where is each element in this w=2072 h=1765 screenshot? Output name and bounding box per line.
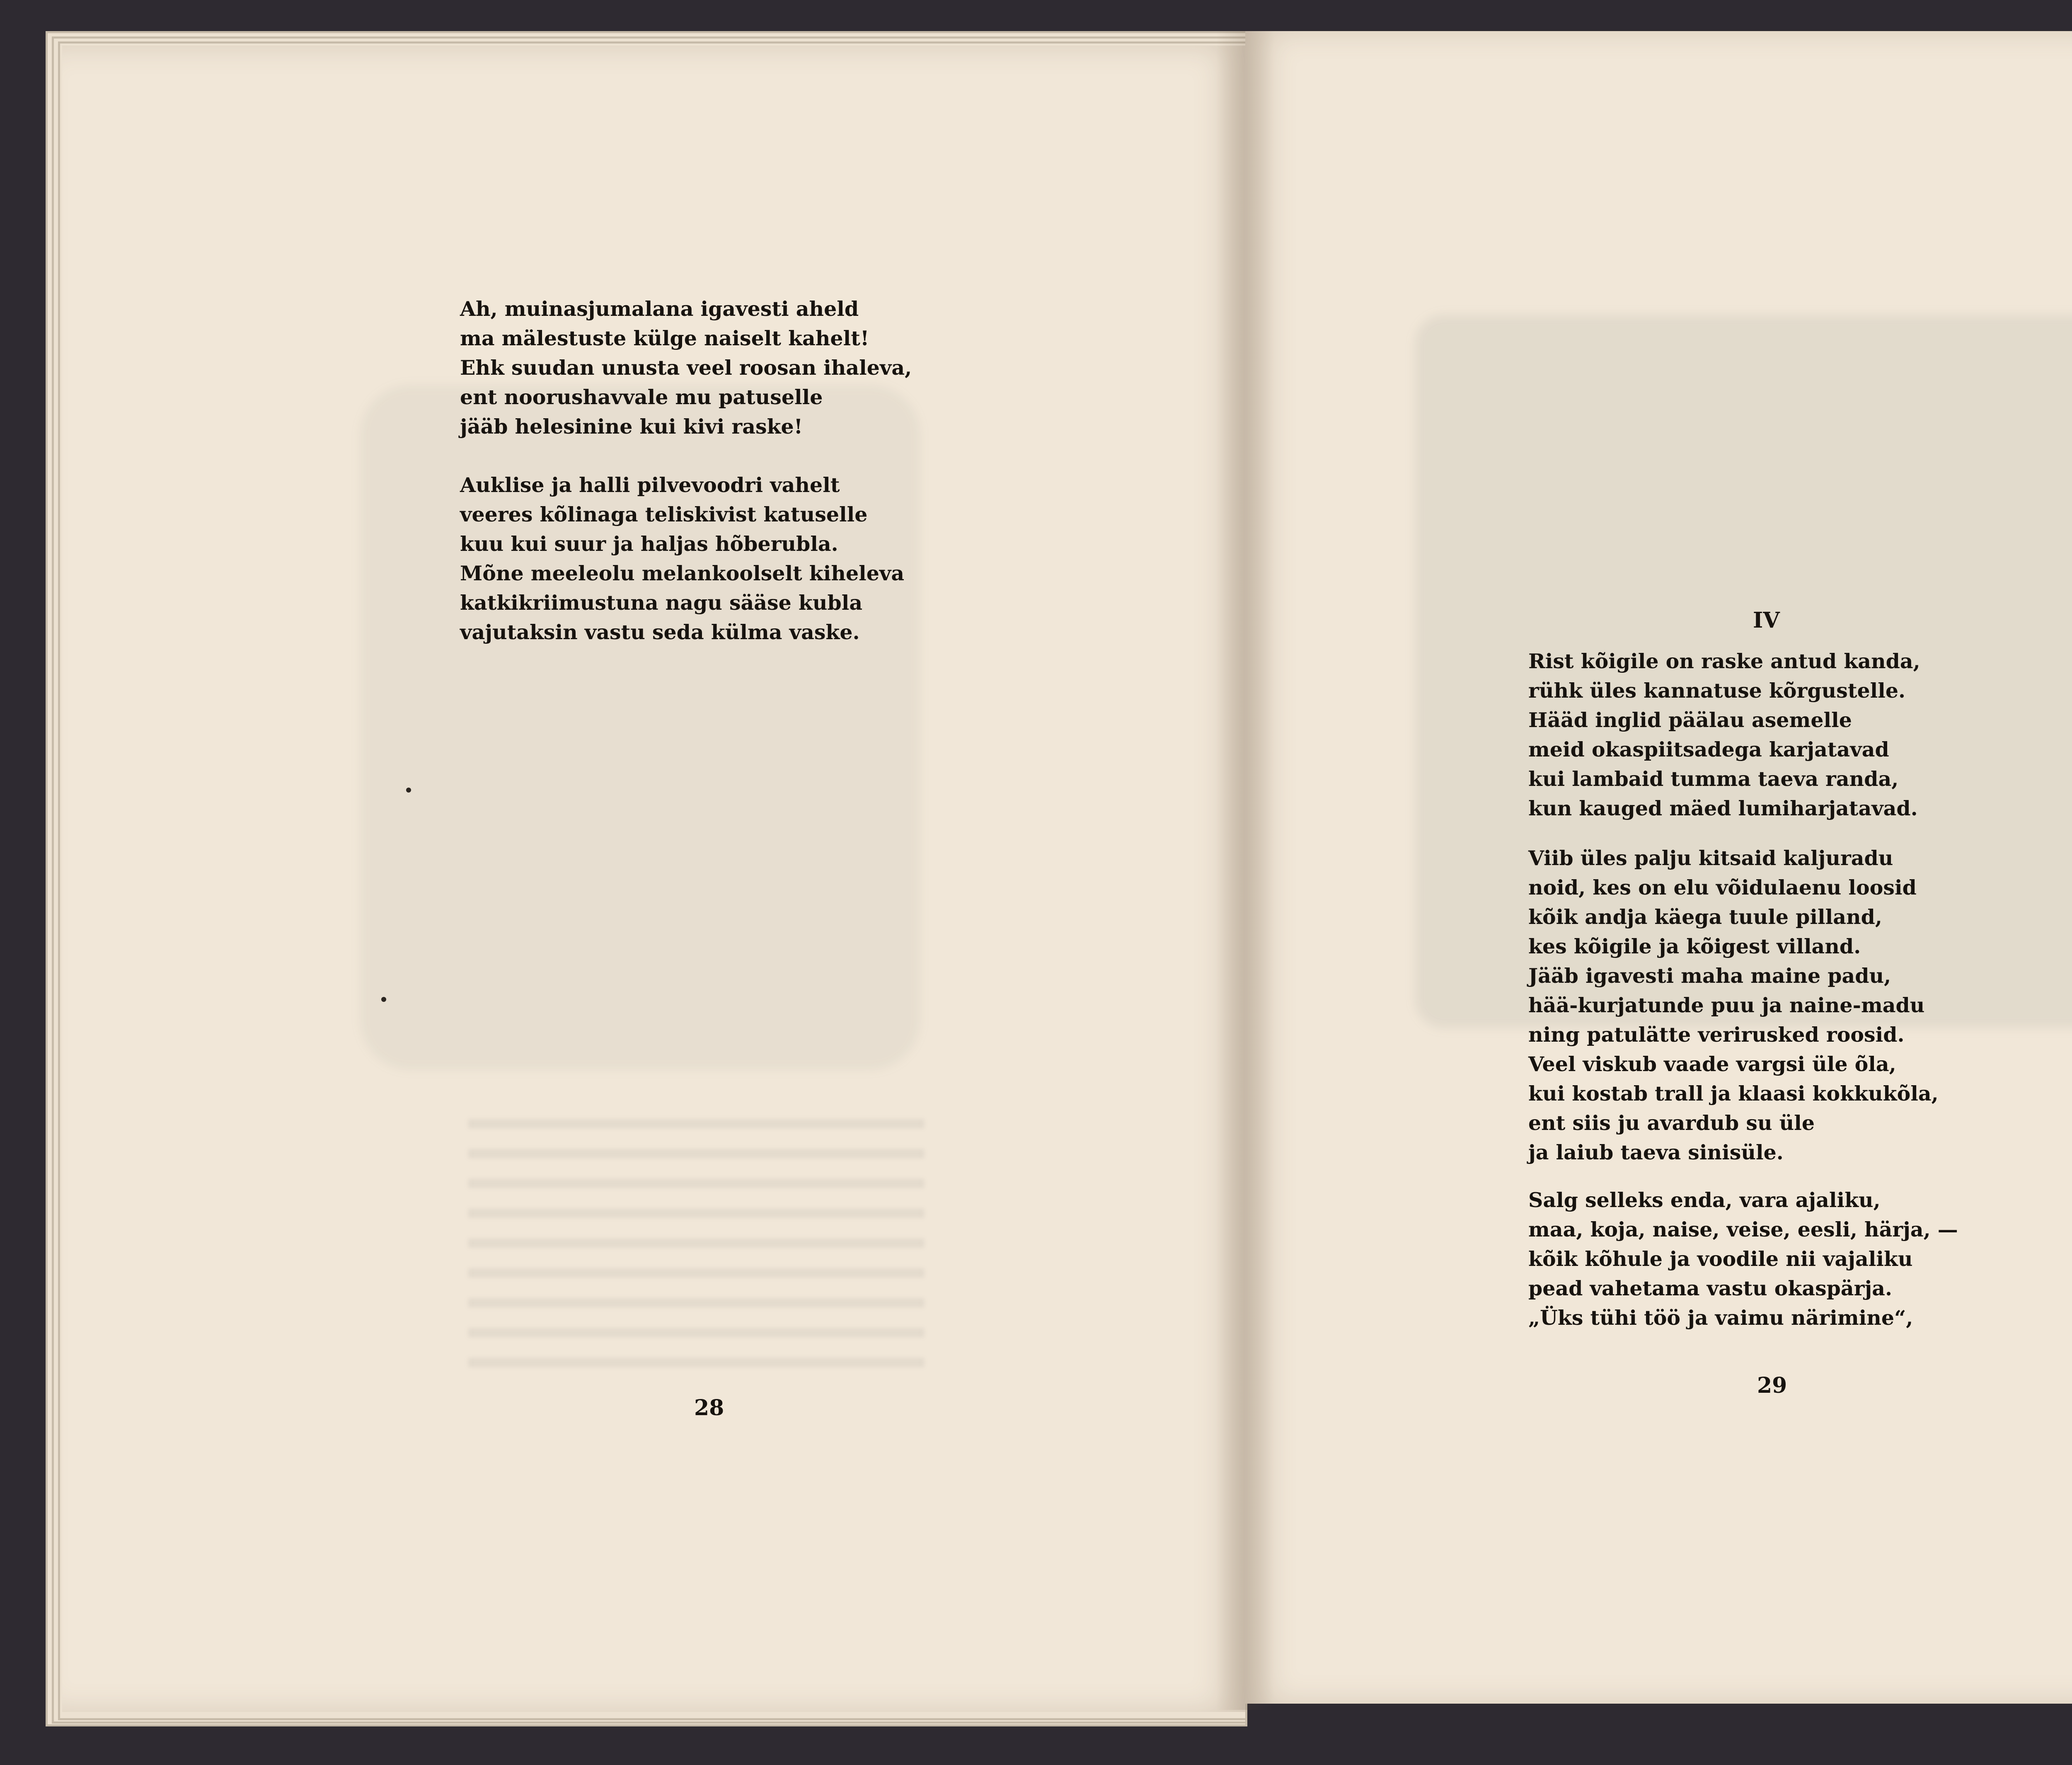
poem-line: „Üks tühi töö ja vaimu närimine“,: [1528, 1306, 1913, 1330]
poem-line: veeres kõlinaga teliskivist katuselle: [460, 502, 868, 526]
poem-line: Veel viskub vaade vargsi üle õla,: [1528, 1052, 1896, 1076]
poem-line: kõik kõhule ja voodile nii vajaliku: [1528, 1247, 1913, 1271]
poem-line: Hääd inglid päälau asemelle: [1528, 708, 1852, 732]
left-page-number: 28: [694, 1395, 724, 1421]
poem-line: Salg selleks enda, vara ajaliku,: [1528, 1188, 1881, 1212]
right-stanza-3: [1528, 1186, 1958, 1333]
poem-line: rühk üles kannatuse kõrgustelle.: [1528, 679, 1906, 703]
poem-line: Auklise ja halli pilvevoodri vahelt: [460, 473, 840, 497]
poem-line: vajutaksin vastu seda külma vaske.: [460, 620, 860, 644]
poem-line: kes kõigile ja kõigest villand.: [1528, 934, 1861, 958]
print-speck: [406, 788, 411, 793]
poem-line: ning patulätte verirusked roosid.: [1528, 1023, 1905, 1047]
poem-line: kõik andja käega tuule pilland,: [1528, 905, 1882, 929]
poem-line: Jääb igavesti maha maine padu,: [1528, 964, 1891, 988]
poem-line: kui kostab trall ja klaasi kokkukõla,: [1528, 1081, 1939, 1106]
poem-line: maa, koja, naise, veise, eesli, härja, —: [1528, 1217, 1958, 1241]
poem-line: Viib üles palju kitsaid kaljuradu: [1528, 846, 1893, 870]
show-through-text: [468, 1119, 924, 1368]
poem-line: ent siis ju avardub su üle: [1528, 1111, 1815, 1135]
print-speck: [381, 997, 386, 1002]
poem-line: hää-kurjatunde puu ja naine-madu: [1528, 993, 1925, 1017]
left-stanza-2: [460, 470, 904, 647]
right-stanza-2: [1528, 844, 1939, 1167]
poem-line: noid, kes on elu võidulaenu loosid: [1528, 875, 1917, 899]
poem-line: jääb helesinine kui kivi raske!: [460, 415, 803, 439]
poem-line: Ehk suudan unusta veel roosan ihaleva,: [460, 356, 912, 380]
poem-line: Mõne meeleolu melankoolselt kiheleva: [460, 561, 905, 585]
right-stanza-1: [1528, 647, 1920, 823]
poem-line: pead vahetama vastu okaspärja.: [1528, 1276, 1893, 1300]
poem-line: Ah, muinasjumalana igavesti aheld: [460, 297, 859, 321]
poem-line: ent noorushavvale mu patuselle: [460, 385, 823, 409]
poem-section-heading: IV: [1753, 608, 1780, 633]
poem-line: kun kauged mäed lumiharjatavad.: [1528, 796, 1918, 820]
right-page-number: 29: [1757, 1373, 1787, 1398]
poem-line: ma mälestuste külge naiselt kahelt!: [460, 326, 869, 350]
poem-line: Rist kõigile on raske antud kanda,: [1528, 649, 1920, 673]
book-spine-shadow: [1216, 31, 1274, 1710]
poem-line: meid okaspiitsadega karjatavad: [1528, 737, 1889, 761]
poem-line: kui lambaid tumma taeva randa,: [1528, 767, 1899, 791]
poem-line: ja laiub taeva sinisüle.: [1528, 1140, 1784, 1164]
poem-line: kuu kui suur ja haljas hõberubla.: [460, 532, 838, 556]
left-stanza-1: [460, 294, 912, 441]
poem-line: katkikriimustuna nagu sääse kubla: [460, 591, 863, 615]
